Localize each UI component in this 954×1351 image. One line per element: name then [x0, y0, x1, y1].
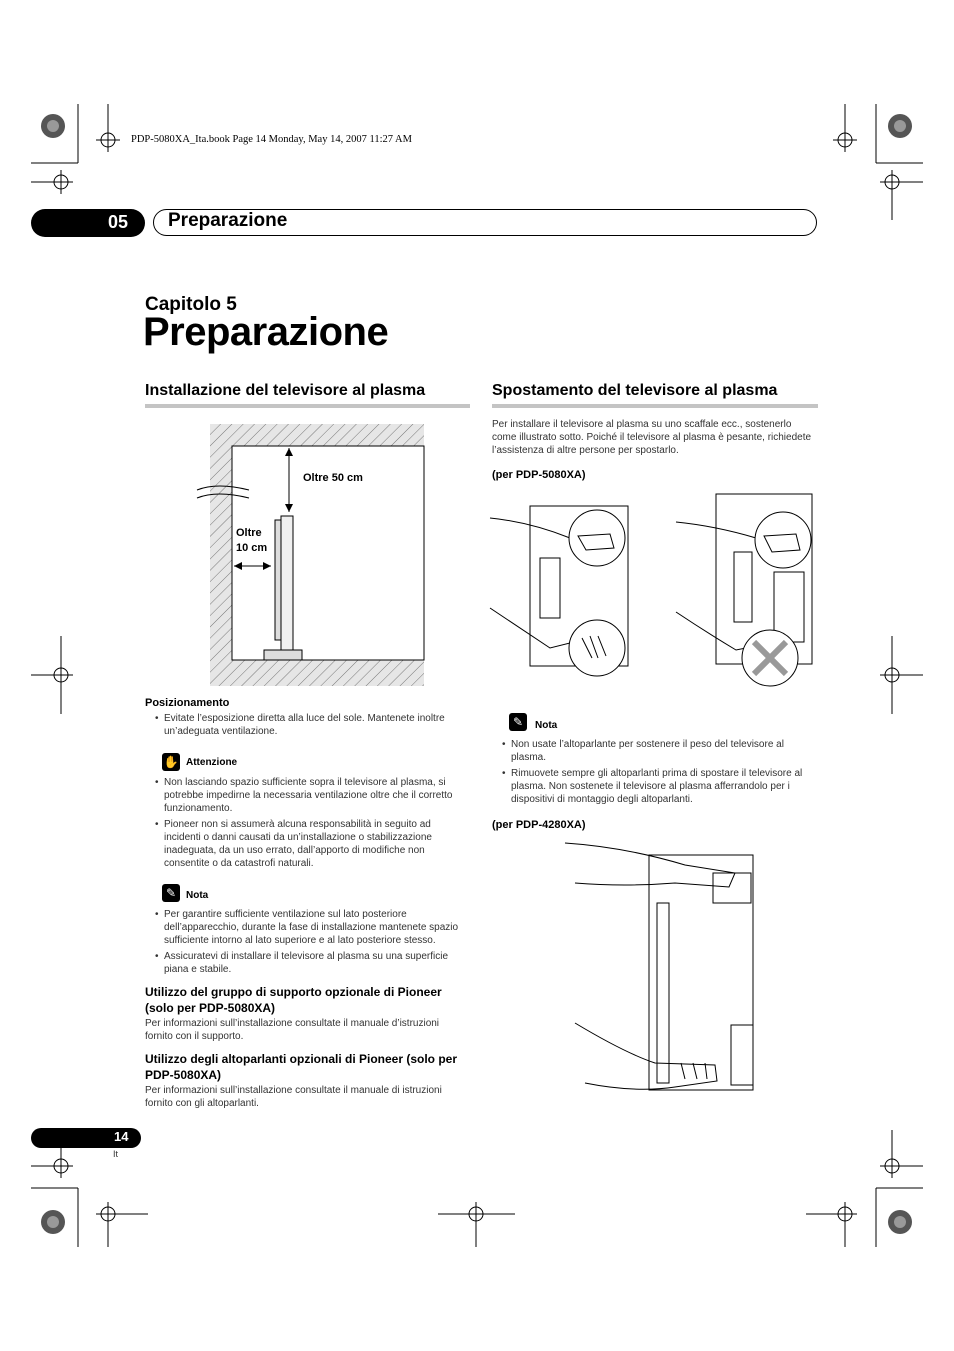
- stand-text: Per informazioni sull’installazione consultate il manuale d’istruzioni fornito con il supporto.: [145, 1018, 440, 1042]
- list-item: • Non lasciando spazio sufficiente sopra il televisore al plasma, si potrebbe impedirne la necessaria ventilazione oltre che il corretto funzionamento.: [155, 776, 469, 815]
- book-header: PDP-5080XA_Ita.book Page 14 Monday, May 14, 2007 11:27 AM: [131, 134, 412, 145]
- list-item: • Assicuratevi di installare il televisore al plasma su una superficie piana e stabile.: [155, 950, 469, 976]
- moving-intro: Per installare il televisore al plasma su uno scaffale ecc., sostenerlo come illustrato sotto. Poiché il televisore al plasma è pesante, richiedete l’assistenza di altre persone per spostarlo.: [492, 419, 812, 456]
- pencil-icon: ✎: [162, 884, 180, 902]
- list-item: • Non usate l’altoparlante per sostenere il peso del televisore al plasma.: [502, 738, 818, 764]
- page-number: 14: [114, 1129, 129, 1144]
- section-rule: [492, 404, 818, 408]
- model-b-label: (per PDP-4280XA): [492, 819, 586, 831]
- positioning-title: Posizionamento: [145, 697, 230, 709]
- note-list-left: [155, 908, 469, 979]
- chapter-label: Capitolo 5: [145, 294, 237, 315]
- list-item: • Evitate l’esposizione diretta alla luce del sole. Mantenete inoltre un’adeguata ventilazione.: [155, 712, 469, 738]
- pencil-icon: ✎: [509, 713, 527, 731]
- carry-illustration-4280: [565, 843, 755, 1093]
- page-title: Preparazione: [143, 310, 389, 354]
- hand-stop-icon: ✋: [163, 755, 179, 769]
- label-top-gap: Oltre 50 cm: [303, 472, 363, 484]
- section-title-installation: Installazione del televisore al plasma: [145, 382, 426, 399]
- section-rule: [145, 404, 470, 408]
- caution-list: [155, 776, 469, 873]
- positioning-list: [155, 712, 469, 741]
- carry-illustration-correct: [490, 498, 630, 678]
- speakers-text: Per informazioni sull’installazione consultate il manuale di istruzioni fornito con gli altoparlanti.: [145, 1085, 442, 1109]
- list-item: • Rimuovete sempre gli altoparlanti prima di spostare il televisore al plasma. Non sostenete il televisore al plasma afferrandolo per i dispositivi di montaggio degli altoparlanti.: [502, 767, 818, 806]
- carry-illustration-wrong: [676, 492, 816, 682]
- stand-title: Utilizzo del gruppo di supporto opzionale di Pioneer (solo per PDP-5080XA): [145, 985, 442, 1015]
- chapter-title: Preparazione: [168, 210, 288, 231]
- list-item: • Per garantire sufficiente ventilazione sul lato posteriore dell’apparecchio, durante la fase di installazione mantenete spazio sufficiente intorno al lato superiore e al lato posteriore stesso.: [155, 908, 469, 947]
- language-code: It: [113, 1149, 119, 1159]
- chapter-number: 05: [108, 212, 129, 232]
- note-title-left: Nota: [186, 890, 209, 901]
- note-list-right: [502, 738, 818, 809]
- caution-title: Attenzione: [186, 757, 238, 768]
- label-side-gap-line1: Oltre: [236, 527, 262, 539]
- note-title-right: Nota: [535, 720, 558, 731]
- speakers-title: Utilizzo degli altoparlanti opzionali di Pioneer (solo per PDP-5080XA): [145, 1052, 458, 1082]
- section-title-moving: Spostamento del televisore al plasma: [492, 382, 778, 399]
- label-side-gap-line2: 10 cm: [236, 542, 268, 554]
- label-side-gap: [236, 526, 267, 556]
- list-item: • Pioneer non si assumerà alcuna responsabilità in seguito ad incidenti o danni causati da un’installazione o stabilizzazione inadeguata, da un uso errato, dall’apporto di modifiche non consentite o da catastrofi naturali.: [155, 818, 469, 870]
- model-a-label: (per PDP-5080XA): [492, 469, 586, 481]
